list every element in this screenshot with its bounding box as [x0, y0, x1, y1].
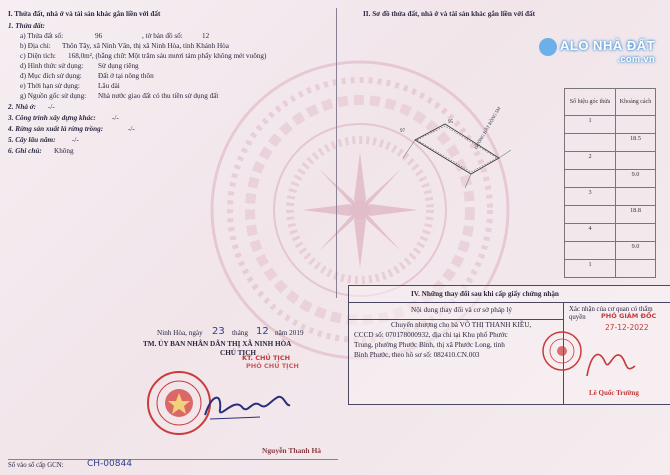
distance-3-4: 18.8 [615, 206, 655, 224]
changes-heading: IV. Những thay đổi sau khi cấp giấy chứng nhận [411, 290, 559, 298]
plot-number-value: 96 [95, 32, 103, 40]
usage-term-label: e) Thời hạn sử dụng: [20, 82, 80, 90]
changes-panel [348, 285, 670, 405]
usage-origin-value: Nhà nước giao đất có thu tiền sử dụng đất [98, 92, 219, 100]
usage-term-value: Lâu dài [98, 82, 120, 90]
confirmation-date: 27-12-2022 [605, 323, 649, 332]
footer-rule [8, 459, 338, 460]
notes-value: Không [54, 147, 74, 155]
corner-1-closing: 1 [565, 260, 616, 278]
distance-header: Khoảng cách [615, 89, 655, 116]
changes-col-confirmation: Xác nhận của cơ quan có thẩm quyền [569, 306, 653, 322]
corner-1: 1 [565, 116, 616, 134]
kt-stamp-line2: PHÓ CHỦ TỊCH [246, 362, 299, 370]
corner-3: 3 [565, 188, 616, 206]
watermark-brand: ALO NHÀ ĐẤT [560, 38, 656, 53]
plot-diagram [395, 110, 525, 200]
house-heading: 2. Nhà ở: [8, 103, 37, 111]
neighbor-plot-95: 95 [448, 120, 453, 125]
address-value: Thôn Tây, xã Ninh Vân, thị xã Ninh Hòa, tỉnh Khánh Hòa [62, 42, 229, 50]
section-ii-heading: II. Sơ đồ thửa đất, nhà ở và tài sản khác gắn liền với đất [363, 10, 536, 18]
chairman-signature [200, 385, 295, 425]
usage-purpose-label: đ) Mục đích sử dụng: [20, 72, 82, 80]
deputy-director-stamp: PHÓ GIÁM ĐỐC [601, 312, 657, 320]
corner-id-header: Số hiệu góc thửa [565, 89, 616, 116]
corner-distance-table [564, 88, 656, 278]
distance-1-2: 18.5 [615, 134, 655, 152]
plantation-forest-heading: 4. Rừng sản xuất là rừng trồng: [8, 125, 104, 133]
neighbor-plot-97: 97 [400, 129, 405, 134]
signing-day: 23 [212, 326, 225, 337]
road-label: ĐƯỜNG ĐẤT RỘNG 5M [473, 105, 502, 150]
map-sheet-value: 12 [202, 32, 210, 40]
registry-number: CH-00844 [87, 459, 132, 469]
other-works-value: -/- [112, 114, 119, 122]
area-label: c) Diện tích: [20, 52, 56, 60]
confirmer-signature [581, 342, 641, 386]
usage-form-label: d) Hình thức sử dụng: [20, 62, 84, 70]
corner-4: 4 [565, 224, 616, 242]
watermark-domain: .com.vn [617, 54, 656, 64]
issuing-authority: TM. ỦY BAN NHÂN DÂN THỊ XÃ NINH HÒA [143, 340, 292, 348]
confirmer-name: Lê Quốc Trường [589, 389, 639, 397]
section-i-heading: I. Thửa đất, nhà ở và tài sản khác gắn liền với đất [8, 10, 161, 18]
distance-4-1: 9.0 [615, 242, 655, 260]
land-plot-heading: 1. Thửa đất: [8, 22, 45, 30]
kt-stamp-line1: KT. CHỦ TỊCH [242, 354, 291, 362]
change-entry-line4: Bình Phước, theo hồ sơ số: 082410.CN.003 [354, 351, 480, 359]
corner-2: 2 [565, 152, 616, 170]
change-entry-line3: Trung, phường Phước Bình, thị xã Phước Long, tỉnh [354, 341, 505, 349]
usage-purpose-value: Đất ở tại nông thôn [98, 72, 154, 80]
change-entry-line2: CCCD số: 070178000932, địa chỉ tại Khu phố Phước [354, 331, 508, 339]
signing-place: Ninh Hòa, ngày [157, 329, 203, 337]
signing-month-label: tháng [232, 329, 248, 337]
page-divider [336, 8, 337, 298]
notes-heading: 6. Ghi chú: [8, 147, 42, 155]
usage-form-value: Sử dụng riêng [98, 62, 139, 70]
registry-label: Số vào sổ cấp GCN: [8, 462, 64, 469]
signing-month: 12 [256, 326, 269, 337]
plot-number-label: a) Thửa đất số: [20, 32, 64, 40]
alonhadat-watermark [560, 38, 655, 64]
distance-2-3: 9.0 [615, 170, 655, 188]
signing-year: năm 2019 [275, 329, 304, 337]
usage-origin-label: g) Nguồn gốc sử dụng: [20, 92, 87, 100]
perennial-trees-value: -/- [72, 136, 79, 144]
change-entry-line1: Chuyển nhượng cho bà VÕ THỊ THANH KIỀU, [391, 321, 532, 329]
plantation-forest-value: -/- [128, 125, 135, 133]
other-works-heading: 3. Công trình xây dựng khác: [8, 114, 96, 122]
address-label: b) Địa chỉ: [20, 42, 51, 50]
perennial-trees-heading: 5. Cây lâu năm: [8, 136, 56, 144]
map-sheet-label: , tờ bản đồ số: [142, 32, 183, 40]
authority-title: CHỦ TỊCH [220, 349, 257, 357]
changes-col-content: Nội dung thay đổi và cơ sở pháp lý [411, 306, 513, 314]
land-registry-seal [541, 330, 583, 372]
signer-name: Nguyễn Thanh Hà [262, 446, 322, 455]
area-value: 168,0m², (bằng chữ: Một trăm sáu mươi tám phẩy không mét vuông) [68, 52, 267, 60]
alonhadat-logo-icon [539, 38, 557, 56]
house-value: -/- [48, 103, 55, 111]
